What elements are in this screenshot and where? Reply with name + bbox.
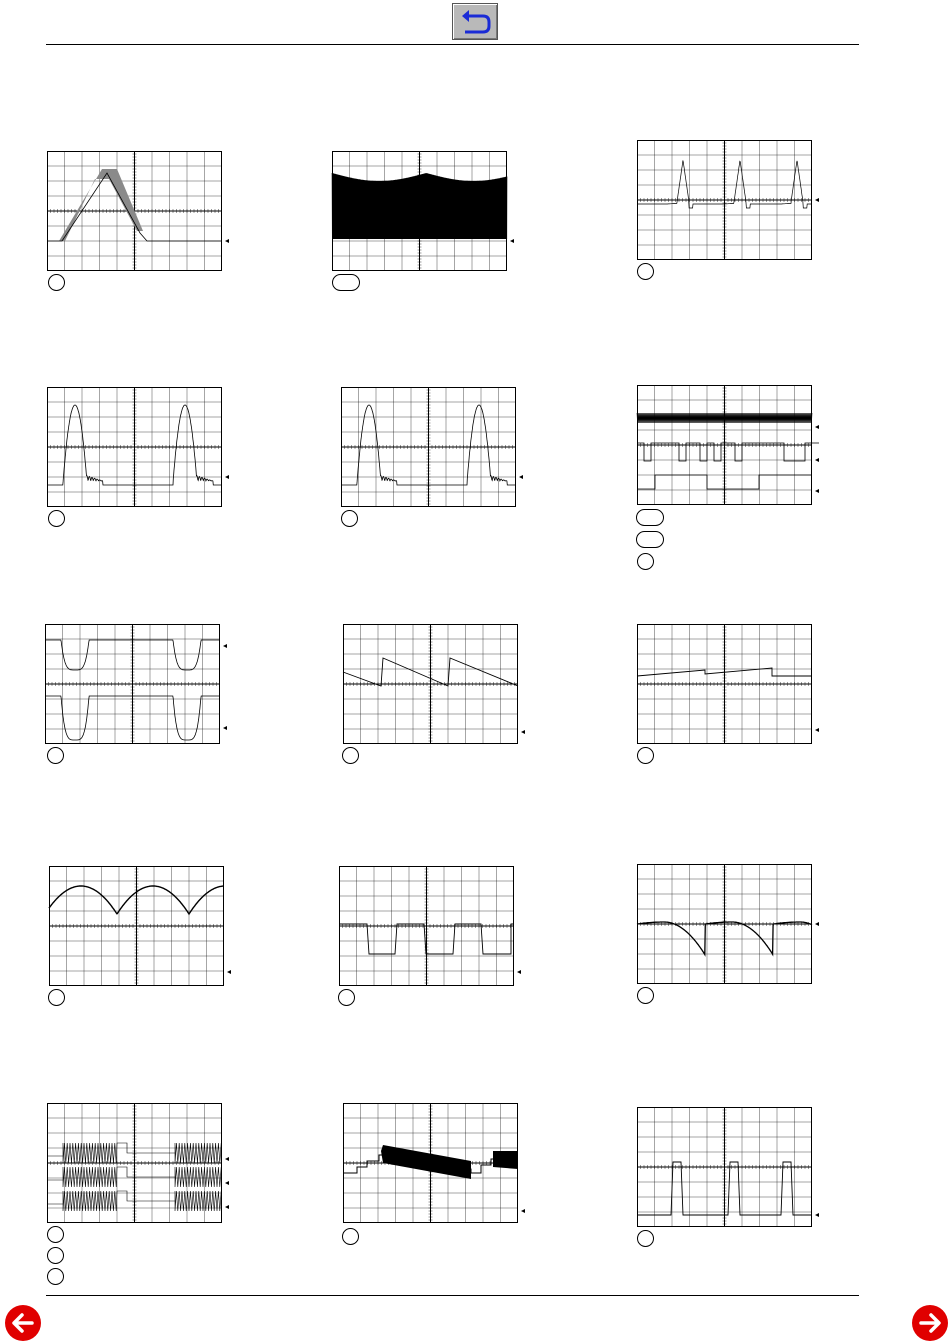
measuring-point-marker — [48, 510, 65, 527]
oscilloscope-screen — [339, 866, 524, 986]
next-page-button[interactable] — [912, 1305, 948, 1341]
ground-level-marker — [815, 458, 819, 462]
measuring-point-marker — [636, 509, 664, 526]
measuring-point-marker — [342, 1228, 359, 1245]
oscilloscope-screen — [45, 624, 230, 744]
oscillogram-3 — [637, 140, 822, 260]
scope-graticule — [339, 866, 514, 986]
scope-graticule — [47, 387, 222, 507]
oscillogram-7 — [45, 624, 230, 744]
oscilloscope-screen — [637, 1107, 822, 1227]
oscilloscope-screen — [47, 151, 232, 271]
oscillogram-11 — [339, 866, 524, 986]
scope-graticule — [47, 1103, 222, 1223]
ground-level-marker — [521, 730, 525, 734]
back-button[interactable] — [452, 3, 498, 40]
oscillogram-5 — [341, 387, 526, 507]
oscillogram-14 — [343, 1103, 528, 1223]
oscillogram-2 — [332, 151, 517, 271]
measuring-point-marker — [342, 747, 359, 764]
ground-level-marker — [519, 475, 523, 479]
ground-level-marker — [223, 726, 227, 730]
oscilloscope-screen — [47, 1103, 232, 1223]
measuring-point-marker — [47, 1268, 64, 1285]
oscillogram-9 — [637, 624, 822, 744]
oscilloscope-screen — [343, 1103, 528, 1223]
header-rule — [46, 44, 859, 45]
ground-level-marker — [225, 1181, 229, 1185]
scope-graticule — [637, 140, 812, 260]
oscilloscope-screen — [332, 151, 517, 271]
ground-level-marker — [517, 970, 521, 974]
measuring-point-marker — [338, 989, 355, 1006]
undo-return-icon — [453, 4, 499, 41]
scope-graticule — [637, 864, 812, 984]
ground-level-marker — [521, 1209, 525, 1213]
scope-graticule — [341, 387, 516, 507]
ground-level-marker — [225, 1157, 229, 1161]
ground-level-marker — [815, 425, 819, 429]
scope-graticule — [49, 866, 224, 986]
measuring-point-marker — [637, 1230, 654, 1247]
arrow-right-icon — [912, 1305, 948, 1341]
measuring-point-marker — [637, 987, 654, 1004]
measuring-point-marker — [48, 989, 65, 1006]
waveform-dense-modulated-carrier — [332, 173, 514, 243]
measuring-point-marker — [47, 1247, 64, 1264]
footer-rule — [46, 1295, 859, 1296]
ground-level-marker — [510, 239, 514, 243]
oscilloscope-screen — [49, 866, 234, 986]
oscilloscope-screen — [343, 624, 528, 744]
measuring-point-marker — [637, 747, 654, 764]
scope-graticule — [637, 1107, 812, 1227]
ground-level-marker — [815, 198, 819, 202]
oscilloscope-screen — [637, 864, 822, 984]
measuring-point-marker — [48, 274, 65, 291]
measuring-point-marker — [47, 1226, 64, 1243]
measuring-point-marker — [341, 510, 358, 527]
ground-level-marker — [223, 644, 227, 648]
oscillogram-6 — [637, 385, 822, 505]
oscillogram-1 — [47, 151, 232, 271]
oscillogram-15 — [637, 1107, 822, 1227]
measuring-point-marker — [47, 747, 64, 764]
oscillogram-10 — [49, 866, 234, 986]
waveform-band — [493, 1151, 518, 1169]
ground-level-marker — [815, 489, 819, 493]
arrow-left-icon — [5, 1305, 41, 1341]
measuring-point-marker — [637, 553, 654, 570]
scope-graticule — [637, 624, 812, 744]
oscillogram-13 — [47, 1103, 232, 1223]
ground-level-marker — [225, 475, 229, 479]
oscillogram-8 — [343, 624, 528, 744]
oscilloscope-screen — [637, 140, 822, 260]
scope-graticule — [637, 385, 812, 505]
scope-graticule — [343, 624, 518, 744]
ground-level-marker — [815, 728, 819, 732]
oscillogram-12 — [637, 864, 822, 984]
ground-level-marker — [815, 1213, 819, 1217]
waveform-trace — [332, 173, 507, 239]
ground-level-marker — [225, 239, 229, 243]
ground-level-marker — [227, 970, 231, 974]
oscillogram-4 — [47, 387, 232, 507]
oscilloscope-screen — [341, 387, 526, 507]
measuring-point-marker — [637, 263, 654, 280]
oscilloscope-screen — [47, 387, 232, 507]
oscilloscope-screen — [637, 385, 822, 505]
prev-page-button[interactable] — [5, 1305, 41, 1341]
ground-level-marker — [225, 1205, 229, 1209]
scope-graticule — [45, 624, 220, 744]
measuring-point-marker — [332, 274, 360, 291]
measuring-point-marker — [636, 531, 664, 548]
ground-level-marker — [815, 922, 819, 926]
oscilloscope-screen — [637, 624, 822, 744]
